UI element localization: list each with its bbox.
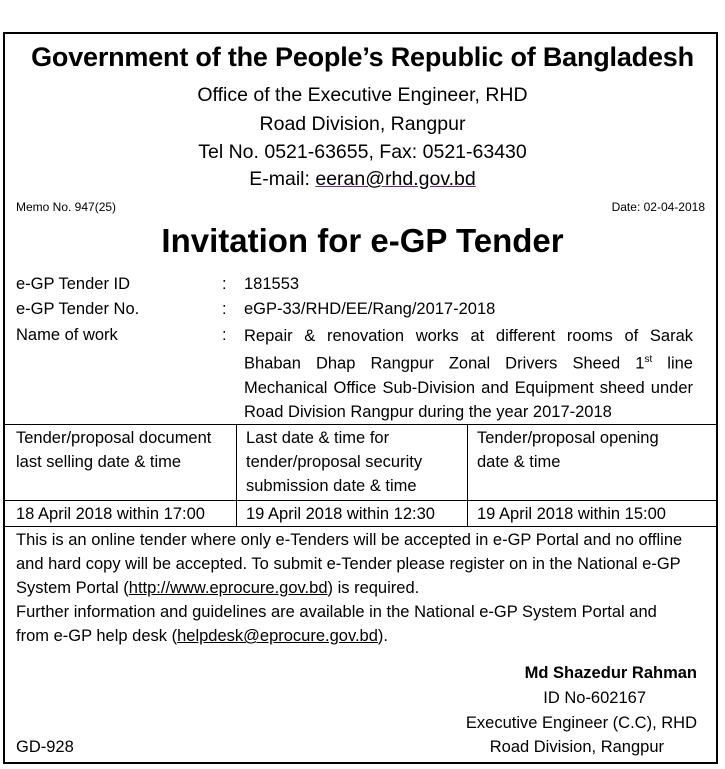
tender-id-value: 181553 bbox=[244, 275, 300, 293]
division-name: Road Division, Rangpur bbox=[259, 113, 466, 135]
tender-id-label: e-GP Tender ID bbox=[16, 275, 131, 293]
work-line: Bhaban Dhap Rangpur Zonal Drivers Sheed 1st line bbox=[244, 354, 693, 373]
tender-no-label: e-GP Tender No. bbox=[16, 300, 140, 318]
signatory-id: ID No-602167 bbox=[543, 689, 646, 707]
schedule-header-selling: Tender/proposal document last selling date & time bbox=[16, 429, 212, 471]
tender-no-value: eGP-33/RHD/EE/Rang/2017-2018 bbox=[244, 300, 496, 318]
table-rule bbox=[5, 526, 716, 527]
colon: : bbox=[222, 326, 227, 344]
email-prefix: E-mail: bbox=[249, 168, 316, 190]
signatory-division: Road Division, Rangpur bbox=[489, 738, 664, 756]
government-heading: Government of the People’s Republic of Bangladesh bbox=[31, 42, 694, 72]
work-name-value bbox=[244, 324, 693, 424]
colon: : bbox=[222, 275, 227, 293]
office-name: Office of the Executive Engineer, RHD bbox=[197, 84, 528, 106]
work-line: Road Division Rangpur during the year 2017-2018 bbox=[244, 402, 612, 421]
signatory-name: Md Shazedur Rahman bbox=[524, 664, 697, 682]
notice-title: Invitation for e-GP Tender bbox=[161, 222, 564, 259]
helpdesk-link[interactable]: helpdesk@eprocure.gov.bd bbox=[177, 627, 378, 645]
schedule-value-opening: 19 April 2018 within 15:00 bbox=[477, 505, 666, 523]
notes-paragraph: This is an online tender where only e-Tenders will be accepted in e-GP Portal and no offline and hard copy will be accepted. To submit e-Tender please register on in the National e-GP System Portal (http://www.eprocure.gov.bd) is required. Further information and guidelines are available in the National e-GP System Portal and from e-GP help desk (helpdesk@eprocure.gov.bd). bbox=[16, 531, 683, 645]
portal-link[interactable]: http://www.eprocure.gov.bd bbox=[128, 579, 328, 597]
schedule-value-security: 19 April 2018 within 12:30 bbox=[246, 505, 435, 523]
table-rule bbox=[467, 424, 468, 526]
email-link[interactable]: eeran@rhd.gov.bd bbox=[315, 168, 476, 190]
memo-number: Memo No. 947(25) bbox=[16, 200, 117, 214]
work-line: Mechanical Office Sub-Division and Equipment sheed under bbox=[244, 378, 693, 397]
memo-date: Date: 02-04-2018 bbox=[611, 200, 705, 214]
table-rule bbox=[5, 424, 716, 425]
contact-email bbox=[0, 168, 725, 191]
reference-code: GD-928 bbox=[16, 738, 74, 756]
table-rule bbox=[236, 424, 237, 526]
schedule-header-opening: Tender/proposal opening date & time bbox=[477, 429, 659, 471]
work-line: Repair & renovation works at different rooms of Sarak bbox=[244, 327, 693, 345]
contact-phone: Tel No. 0521-63655, Fax: 0521-63430 bbox=[198, 141, 527, 163]
table-rule bbox=[5, 500, 716, 501]
signatory-post: Executive Engineer (C.C), RHD bbox=[465, 714, 697, 732]
schedule-value-selling: 18 April 2018 within 17:00 bbox=[16, 505, 205, 523]
schedule-header-security: Last date & time for tender/proposal security submission date & time bbox=[246, 429, 423, 495]
work-name-label: Name of work bbox=[16, 326, 118, 344]
colon: : bbox=[222, 300, 227, 318]
